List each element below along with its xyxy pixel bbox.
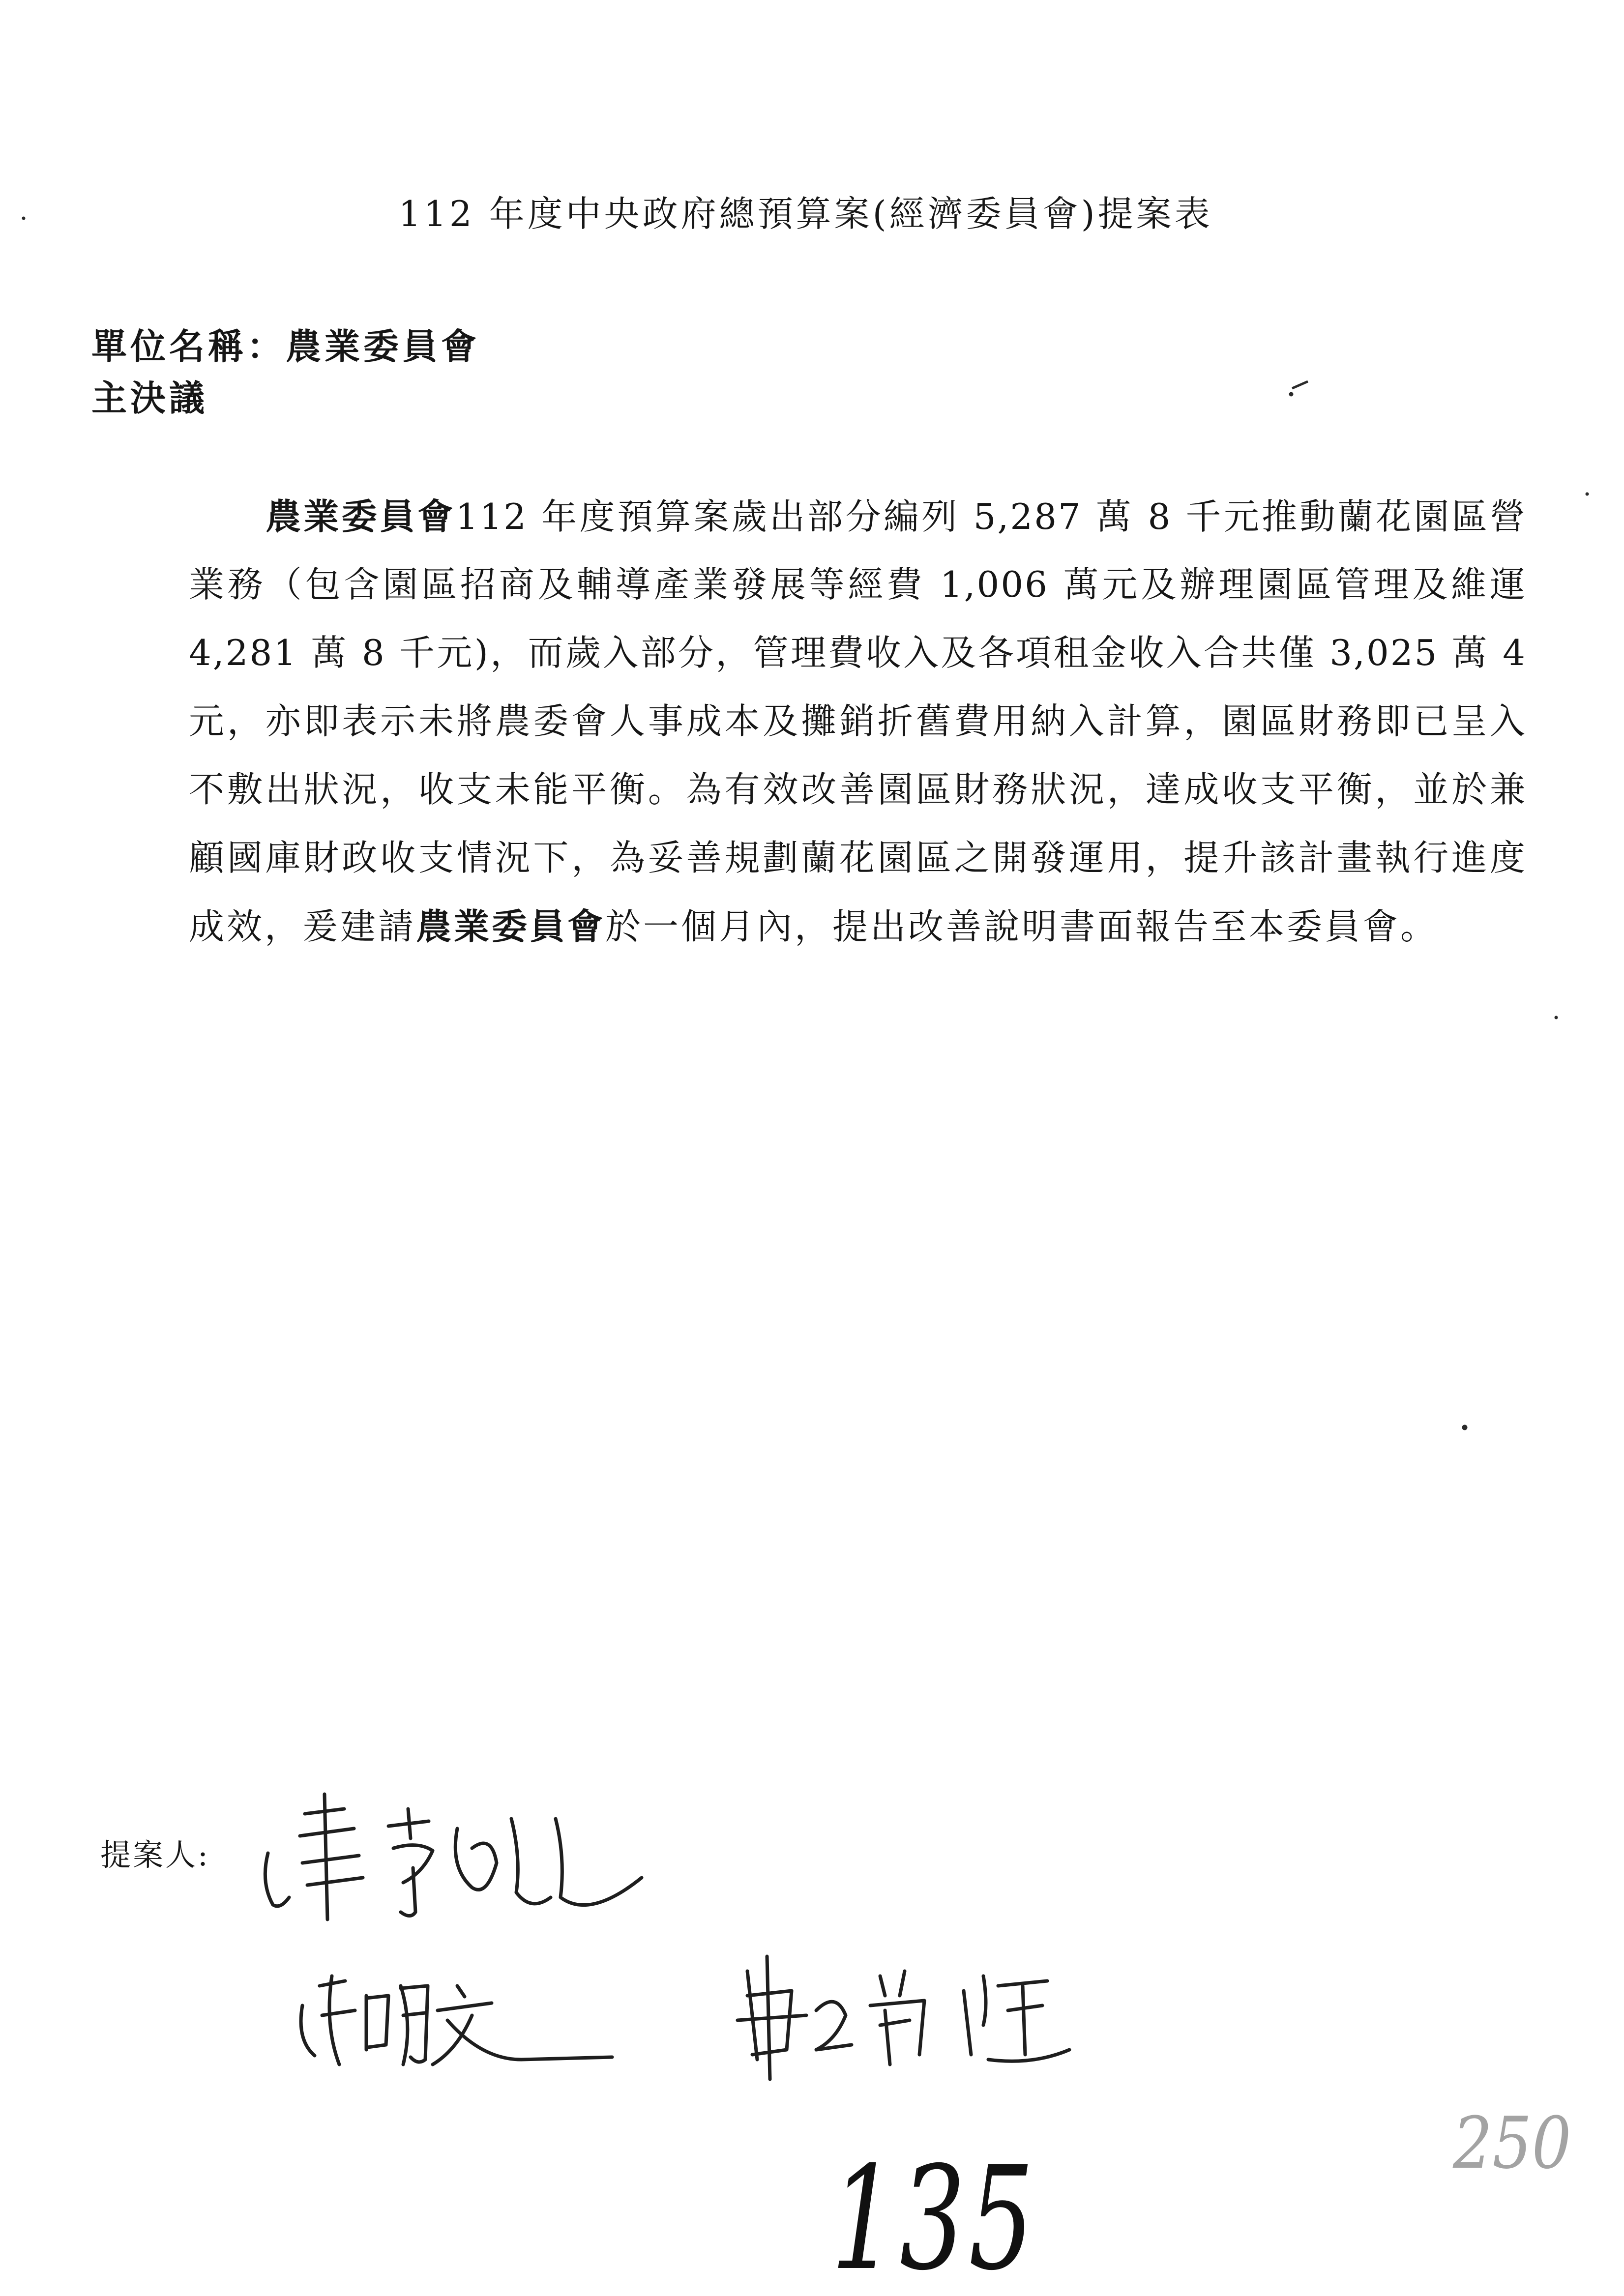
body-text: 4,281 萬 8 千元)，而歲入部分，管理費收入及各項租金收入合共僅 3,025 萬 4 <box>189 632 1527 673</box>
body-text: 顧國庫財政收支情況下，為妥善規劃蘭花園區之開發運用，提升該計畫執行進度 <box>189 837 1527 878</box>
agency-emphasis: 農業委員會 <box>266 495 456 537</box>
body-line-5 <box>189 756 1527 824</box>
body-text: 成效，爰建請 <box>189 906 416 947</box>
body-text: 不敷出狀況，收支未能平衡。為有效改善園區財務狀況，達成收支平衡，並於兼 <box>189 769 1527 810</box>
body-line-4 <box>189 687 1527 756</box>
body-text: 元，亦即表示未將農委會人事成本及攤銷折舊費用納入計算，園區財務即已呈入 <box>189 700 1527 742</box>
body-line-1 <box>189 482 1527 551</box>
body-text: 112 年度預算案歲出部分編列 5,287 萬 8 千元推動蘭花園區營 <box>455 496 1527 537</box>
handwritten-number: 135 <box>831 2136 1038 2296</box>
unit-name-value: 農業委員會 <box>286 325 480 367</box>
signature-1 <box>265 1794 642 1919</box>
signature-3 <box>738 1956 1069 2079</box>
body-line-3 <box>189 619 1527 687</box>
body-line-6 <box>189 824 1527 892</box>
body-text: 於一個月內，提出改善說明書面報告至本委員會。 <box>605 906 1439 947</box>
signature-2 <box>301 1976 612 2064</box>
body-line-2 <box>189 551 1527 619</box>
section-heading: 主決議 <box>91 377 208 419</box>
body-text: 業務（包含園區招商及輔導產業發展等經費 1,006 萬元及辦理園區管理及維運 <box>189 564 1527 605</box>
agency-emphasis: 農業委員會 <box>416 905 606 947</box>
margin-note: 250 <box>1453 2102 1571 2185</box>
resolution-paragraph <box>189 482 1527 960</box>
unit-name-label: 單位名稱： <box>91 325 286 367</box>
body-line-7 <box>189 892 1527 960</box>
proposer-label: 提案人: <box>100 1837 210 1873</box>
unit-name-row <box>91 324 480 369</box>
document-title: 112 年度中央政府總預算案(經濟委員會)提案表 <box>398 193 1213 234</box>
